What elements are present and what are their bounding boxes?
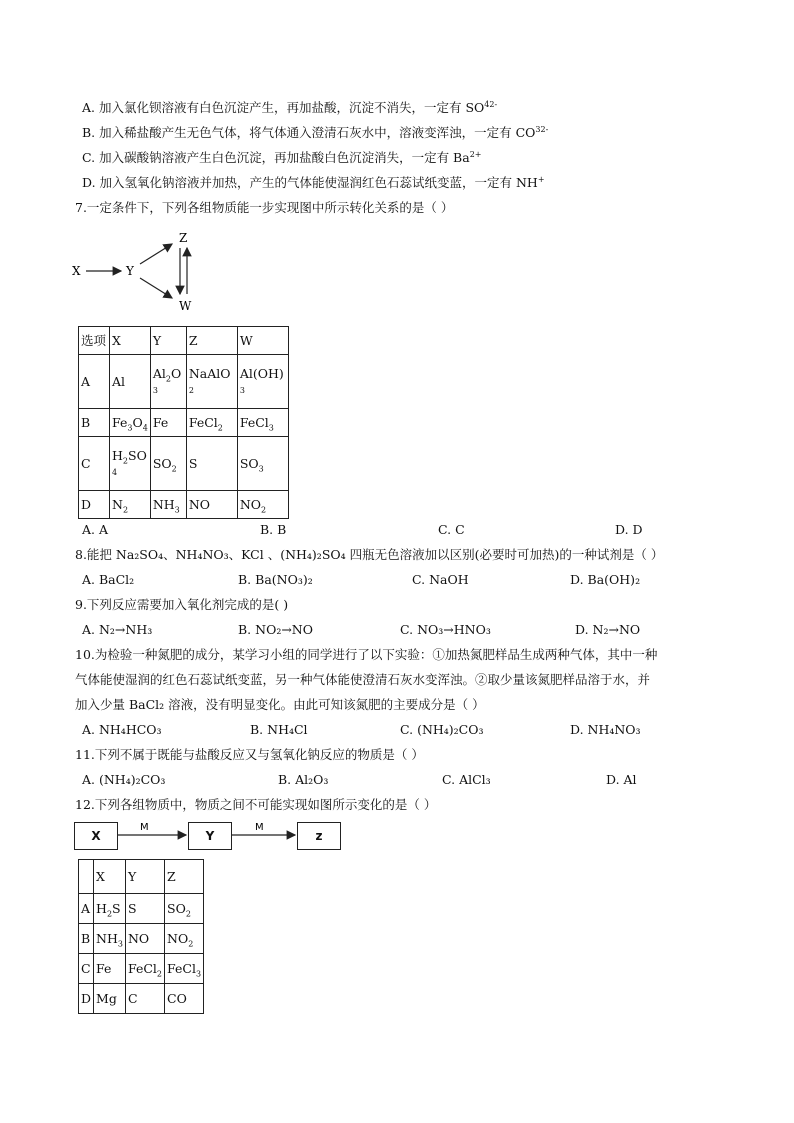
q9-option-c: C. NO₃→HNO₃: [400, 622, 491, 637]
q12-node-y: Y: [188, 822, 232, 850]
q8-option-a: A. BaCl₂: [82, 572, 135, 587]
q7-stem: 7.一定条件下，下列各组物质能一步实现图中所示转化关系的是（ ）: [75, 200, 454, 215]
q12-node-z: z: [297, 822, 341, 850]
q9-option-d: D. N₂→NO: [575, 622, 641, 637]
q10-option-a: A. NH₄HCO₃: [82, 722, 162, 737]
q7-options-table: [78, 326, 289, 519]
q12-header-x: X: [94, 860, 126, 894]
q9-option-a: A. N₂→NH₃: [82, 622, 153, 637]
q12-header-y: Y: [125, 860, 164, 894]
q10-option-d: D. NH₄NO₃: [570, 722, 641, 737]
q12-node-x: X: [74, 822, 118, 850]
q7-header-x: X: [110, 327, 151, 355]
table-row: A Al $Al_2O$ 3 NaAlO 2 Al(OH) 3: [79, 355, 289, 409]
q8-option-c: C. NaOH: [412, 572, 469, 587]
q10-option-c: C. (NH₄)₂CO₃: [400, 722, 484, 737]
q12-header-z: Z: [165, 860, 204, 894]
q12-header-blank: [79, 860, 94, 894]
table-row: C $H_2SO$ 4 $SO_2$ S $SO_3$: [79, 437, 289, 491]
q6-option-d: D. 加入氢氧化钠溶液并加热，产生的气体能使湿润红色石蕊试纸变蓝，一定有 NH+: [82, 174, 545, 190]
q7-node-z: Z: [179, 231, 188, 245]
q7-node-w: W: [179, 299, 192, 313]
q7-answer-a: A. A: [82, 522, 109, 537]
q7-header-option: 选项: [79, 327, 110, 355]
table-row: C Fe FeCl$_2$ FeCl$_3$: [79, 954, 204, 984]
q12-arrows: [118, 818, 298, 848]
q9-option-b: B. NO₂→NO: [238, 622, 313, 637]
table-row: B $Fe_3O_4$ Fe FeCl$_2$ FeCl$_3$: [79, 409, 289, 437]
q6-option-b: B. 加入稀盐酸产生无色气体，将气体通入澄清石灰水中，溶液变浑浊，一定有 $CO^{32-}$: [82, 124, 549, 140]
q8-option-d: D. Ba(OH)₂: [570, 572, 641, 587]
q12-stem: 12.下列各组物质中，物质之间不可能实现如图所示变化的是（ ）: [75, 797, 437, 812]
q7-answer-b: B. B: [260, 522, 287, 537]
q11-stem: 11.下列不属于既能与盐酸反应又与氢氧化钠反应的物质是（ ）: [75, 747, 424, 762]
table-row: D $N_2$ $NH_3$ NO $NO_2$: [79, 491, 289, 519]
q7-answer-c: C. C: [438, 522, 465, 537]
q11-option-a: A. (NH₄)₂CO₃: [82, 772, 166, 787]
q12-label-m2: M: [255, 822, 264, 833]
q11-option-c: C. AlCl₃: [442, 772, 491, 787]
q7-header-w: W: [237, 327, 288, 355]
table-row: B $NH_3$ NO $NO_2$: [79, 924, 204, 954]
q7-node-y: Y: [126, 264, 134, 278]
q10-stem-line1: 10.为检验一种氮肥的成分，某学习小组的同学进行了以下实验：①加热氮肥样品生成两种气体，其中一种: [75, 647, 658, 662]
table-row: D Mg C CO: [79, 984, 204, 1014]
q10-stem-line3: 加入少量 BaCl₂ 溶液，没有明显变化。由此可知该氮肥的主要成分是（ ）: [75, 697, 485, 712]
q11-option-b: B. Al₂O₃: [278, 772, 329, 787]
q8-option-b: B. Ba(NO₃)₂: [238, 572, 313, 587]
q7-answer-d: D. D: [615, 522, 643, 537]
q12-options-table: [78, 859, 204, 1014]
q7-conversion-diagram: [66, 228, 206, 314]
q9-stem: 9.下列反应需要加入氧化剂完成的是( ): [75, 597, 289, 612]
q6-option-c: C. 加入碳酸钠溶液产生白色沉淀，再加盐酸白色沉淀消失，一定有 $Ba^{2+}$: [82, 149, 482, 165]
q7-header-z: Z: [186, 327, 237, 355]
table-row: A $H_2S$ S $SO_2$: [79, 894, 204, 924]
q6-option-a: A. 加入氯化钡溶液有白色沉淀产生，再加盐酸，沉淀不消失，一定有 $SO^{42-}$: [82, 99, 498, 115]
q12-label-m1: M: [140, 822, 149, 833]
q10-option-b: B. NH₄Cl: [250, 722, 308, 737]
q10-stem-line2: 气体能使湿润的红色石蕊试纸变蓝，另一种气体能使澄清石灰水变浑浊。②取少量该氮肥样品溶于水，并: [75, 672, 651, 687]
q7-node-x: X: [72, 264, 81, 278]
q11-option-d: D. Al: [606, 772, 637, 787]
q8-stem: 8.能把 Na₂SO₄、NH₄NO₃、KCl 、(NH₄)₂SO₄ 四瓶无色溶液加以区别(必要时可加热)的一种试剂是（ ）: [75, 547, 664, 562]
q7-header-y: Y: [150, 327, 186, 355]
